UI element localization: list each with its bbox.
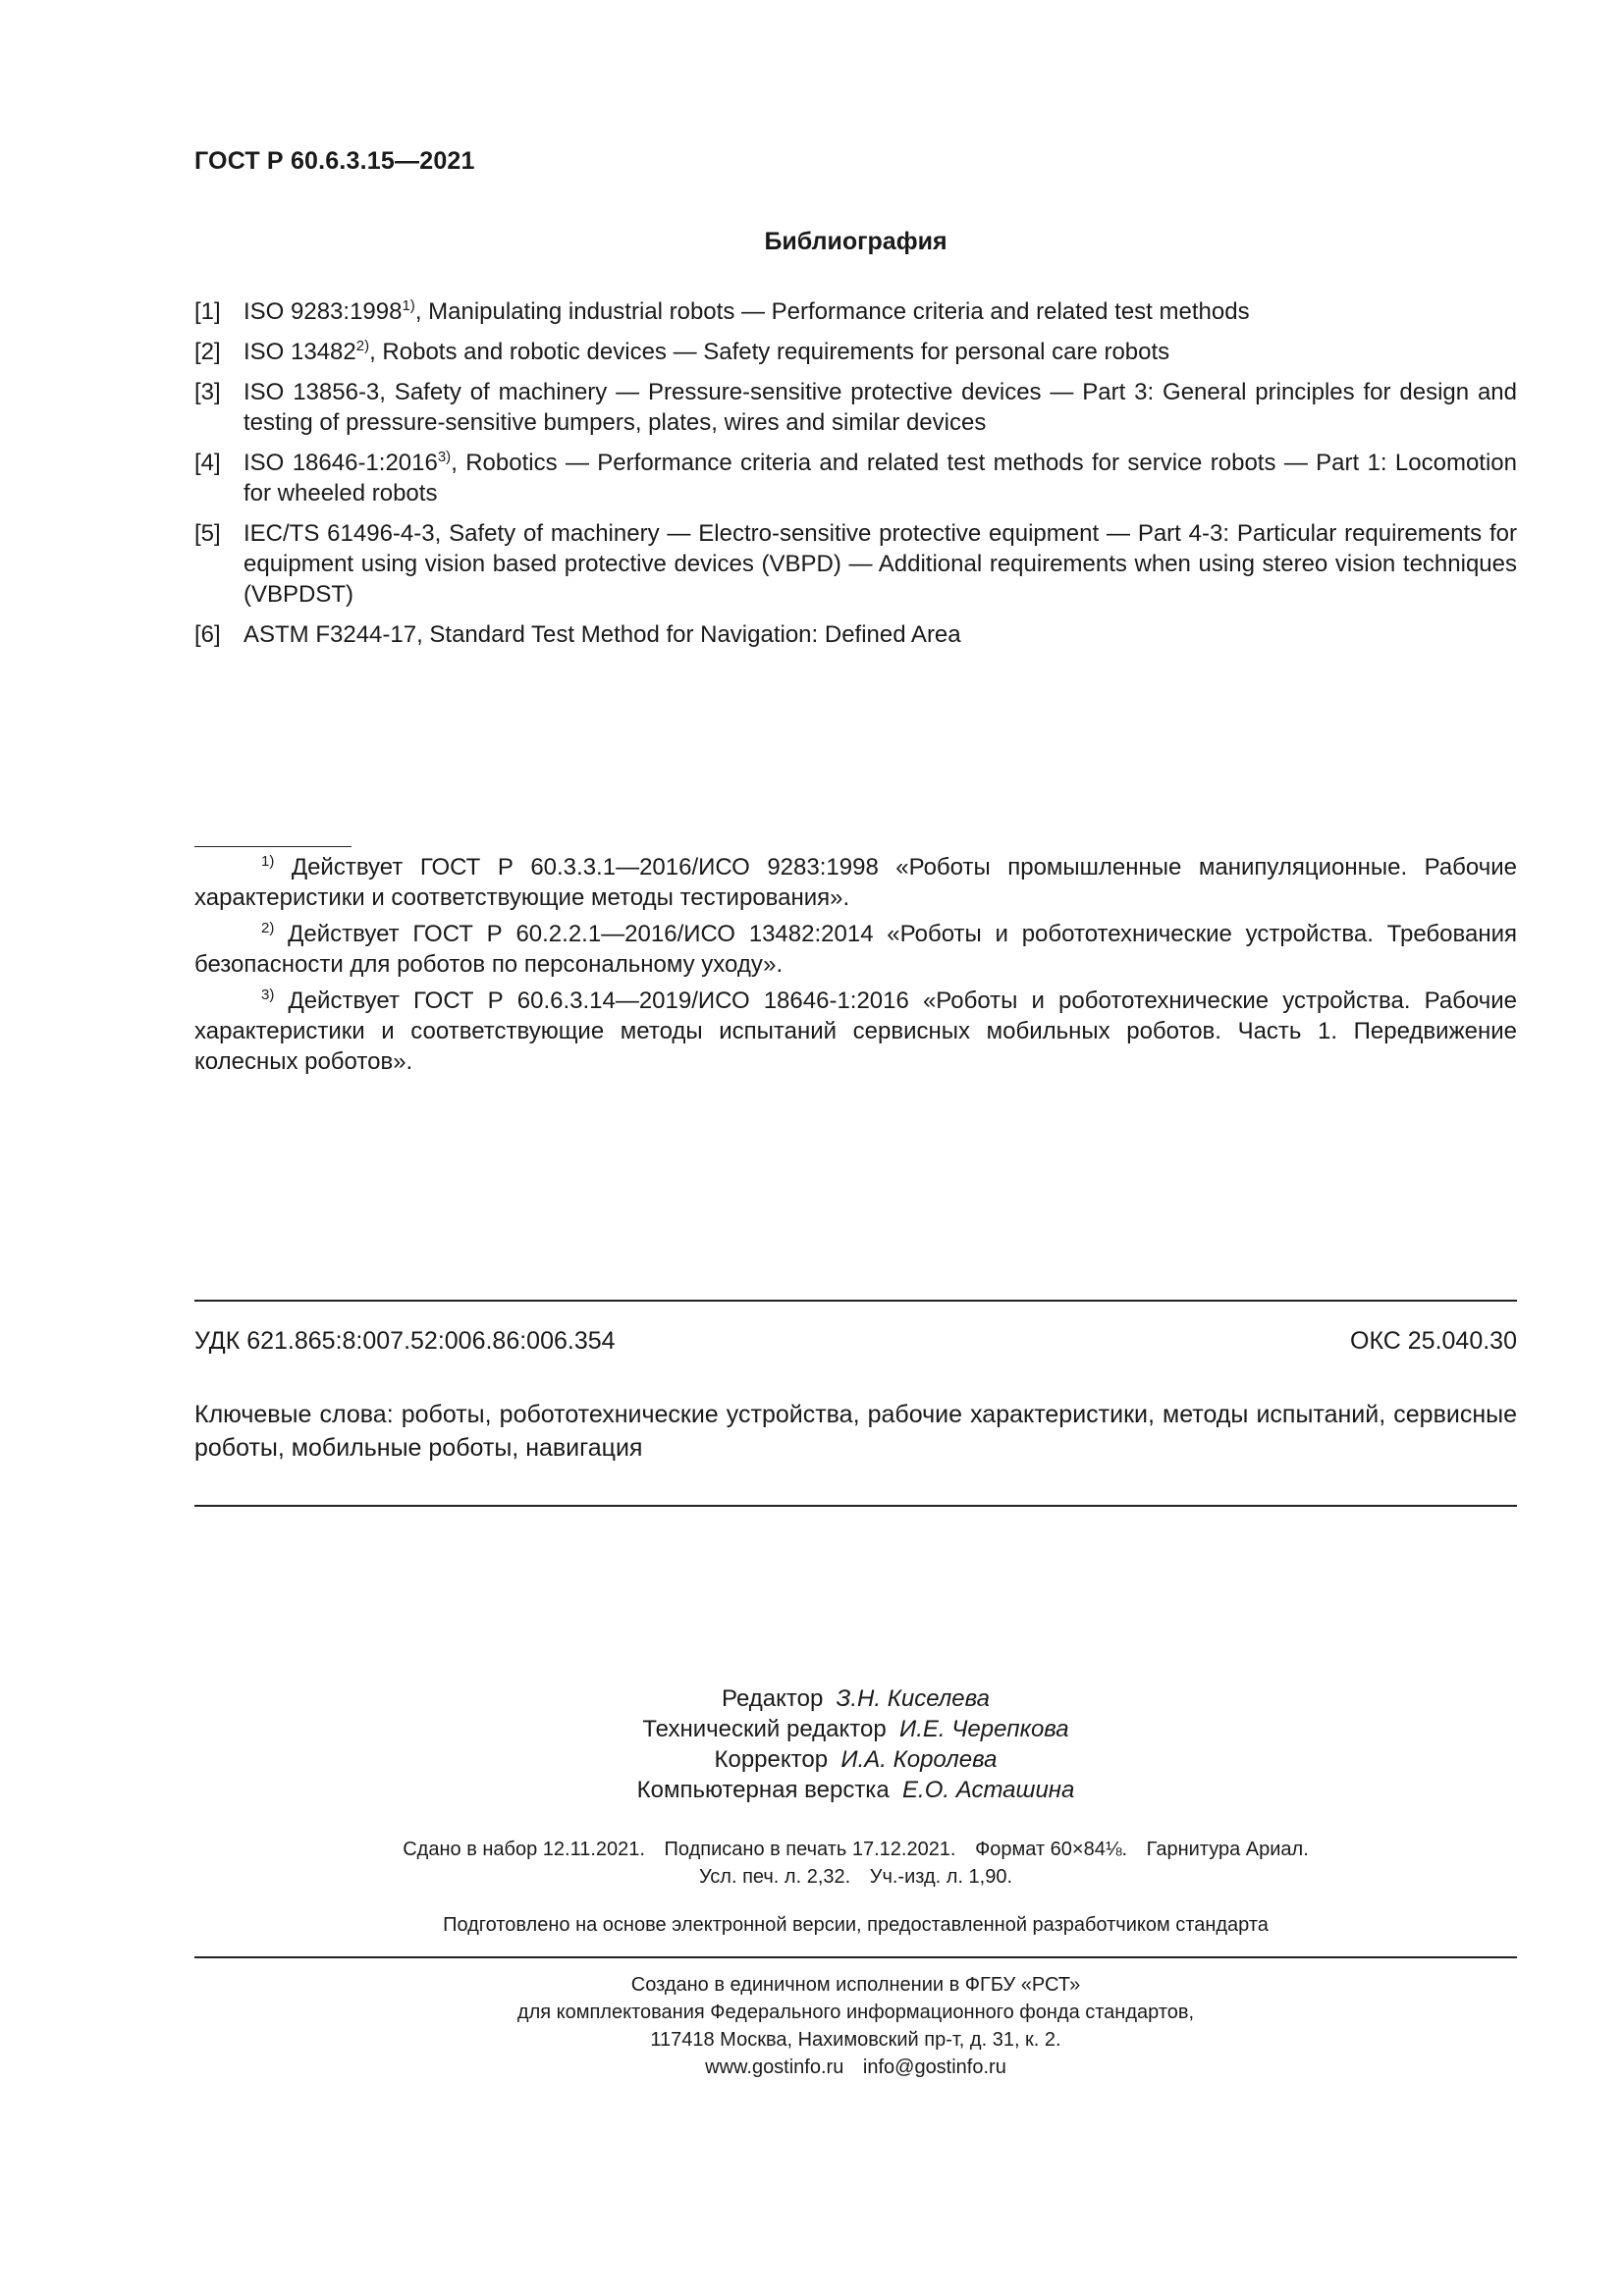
reference-number: [6]	[194, 621, 221, 648]
footnote-divider	[194, 846, 352, 847]
imprint-line: для комплектования Федерального информационного фонда стандартов,	[516, 2002, 1195, 2023]
reference-text	[244, 296, 1517, 327]
reference-item	[194, 619, 1517, 650]
reference-text-main: ISO 13482	[244, 339, 356, 365]
credit-name: И.А. Королева	[840, 1746, 998, 1773]
print-format: Формат 60×84⅛.	[975, 1839, 1128, 1860]
imprint-line: 117418 Москва, Нахимовский пр-т, д. 31, к. 2.	[650, 2029, 1061, 2051]
imprint-contacts	[194, 2054, 1517, 2081]
signed-date: Подписано в печать 17.12.2021.	[664, 1839, 956, 1860]
imprint-divider	[194, 1956, 1517, 1958]
footnotes	[194, 852, 1517, 1083]
reference-text-main: ISO 9283:1998	[244, 298, 403, 325]
publication-line-2	[194, 1863, 1517, 1891]
imprint	[194, 1971, 1517, 2081]
reference-text	[244, 337, 1517, 367]
footnote-item	[194, 919, 1517, 980]
credit-line	[194, 1714, 1517, 1744]
credit-role: Корректор	[714, 1746, 829, 1773]
footnote-mark: 1)	[261, 853, 275, 870]
credit-line	[194, 1683, 1517, 1714]
publication-line-1	[194, 1836, 1517, 1863]
reference-number: [3]	[194, 379, 221, 405]
website-link[interactable]: www.gostinfo.ru	[705, 2056, 844, 2078]
publication-info	[194, 1836, 1517, 1891]
credit-role: Редактор	[722, 1685, 824, 1712]
footnote-item	[194, 852, 1517, 913]
footnote-item	[194, 986, 1517, 1077]
reference-item	[194, 377, 1517, 438]
credit-line	[194, 1744, 1517, 1775]
reference-item	[194, 296, 1517, 327]
credit-name: И.Е. Черепкова	[899, 1716, 1069, 1742]
reference-text-rest: , Manipulating industrial robots — Performance criteria and related test methods	[414, 298, 1250, 325]
email-link[interactable]: info@gostinfo.ru	[862, 2056, 1006, 2078]
credit-name: З.Н. Киселева	[836, 1685, 990, 1712]
footnote-text: Действует ГОСТ Р 60.3.3.1—2016/ИСО 9283:1998 «Роботы промышленные манипуляционные. Рабочие характеристики и соответствующие методы тестирования».	[194, 854, 1517, 911]
footnote-mark: 2)	[355, 338, 370, 354]
keywords: Ключевые слова: роботы, робототехнические устройства, рабочие характеристики, методы испытаний, сервисные роботы, мобильные роботы, навигация	[194, 1401, 1517, 1462]
footnote-text: Действует ГОСТ Р 60.2.2.1—2016/ИСО 13482:2014 «Роботы и робототехнические устройства. Требования безопасности для роботов по персональному уходу».	[194, 921, 1517, 978]
reference-text-rest: , Robotics — Performance criteria and related test methods for service robots — Part 1: Locomotion for wheeled robots	[244, 450, 1517, 507]
bibliography-title: Библиография	[764, 228, 947, 255]
credit-name: Е.О. Асташина	[902, 1777, 1075, 1803]
print-sheets: Усл. печ. л. 2,32.	[698, 1866, 851, 1888]
bottom-divider	[194, 1505, 1517, 1507]
bibliography-list	[194, 296, 1517, 660]
reference-item	[194, 518, 1517, 610]
reference-text: IEC/TS 61496-4-3, Safety of machinery — Electro-sensitive protective equipment — Part 4-3: Particular requirements for equipment using vision based protective devices (VBPD) — Additional requirements when using stereo vision techniques (VBPDST)	[244, 520, 1517, 608]
reference-text-main: ISO 18646-1:2016	[244, 450, 438, 476]
credit-line	[194, 1775, 1517, 1805]
reference-number: [4]	[194, 450, 221, 476]
standard-code: ГОСТ Р 60.6.3.15—2021	[194, 147, 475, 175]
classification-row	[194, 1327, 1517, 1356]
udk-code: УДК 621.865:8:007.52:006.86:006.354	[194, 1327, 616, 1355]
submitted-date: Сдано в набор 12.11.2021.	[403, 1839, 645, 1860]
footnote-mark: 3)	[437, 449, 452, 465]
footnote-mark: 2)	[261, 920, 275, 936]
oks-code: ОКС 25.040.30	[1350, 1327, 1517, 1355]
reference-number: [5]	[194, 520, 221, 547]
credits	[194, 1683, 1517, 1805]
reference-text	[244, 448, 1517, 508]
reference-item	[194, 448, 1517, 508]
typeface: Гарнитура Ариал.	[1146, 1839, 1309, 1860]
credit-role: Компьютерная верстка	[636, 1777, 890, 1803]
reference-number: [1]	[194, 298, 221, 325]
reference-number: [2]	[194, 339, 221, 365]
reference-text-rest: , Robots and robotic devices — Safety requirements for personal care robots	[369, 339, 1170, 365]
top-divider	[194, 1300, 1517, 1302]
reference-text: ISO 13856-3, Safety of machinery — Pressure-sensitive protective devices — Part 3: General principles for design and testing of pressure-sensitive bumpers, plates, wires and similar devices	[244, 379, 1517, 436]
imprint-line: Создано в единичном исполнении в ФГБУ «РСТ»	[630, 1974, 1081, 1996]
prepared-note: Подготовлено на основе электронной версии, предоставленной разработчиком стандарта	[443, 1914, 1269, 1936]
footnote-text: Действует ГОСТ Р 60.6.3.14—2019/ИСО 18646-1:2016 «Роботы и робототехнические устройства. Рабочие характеристики и соответствующие методы испытаний сервисных мобильных роботов. Часть 1. Передвижение колесных роботов».	[194, 988, 1517, 1075]
reference-item	[194, 337, 1517, 367]
footnote-mark: 1)	[402, 297, 415, 314]
reference-text: ASTM F3244-17, Standard Test Method for Navigation: Defined Area	[244, 621, 961, 648]
publisher-sheets: Уч.-изд. л. 1,90.	[869, 1866, 1013, 1888]
credit-role: Технический редактор	[642, 1716, 887, 1742]
footnote-mark: 3)	[261, 987, 275, 1003]
